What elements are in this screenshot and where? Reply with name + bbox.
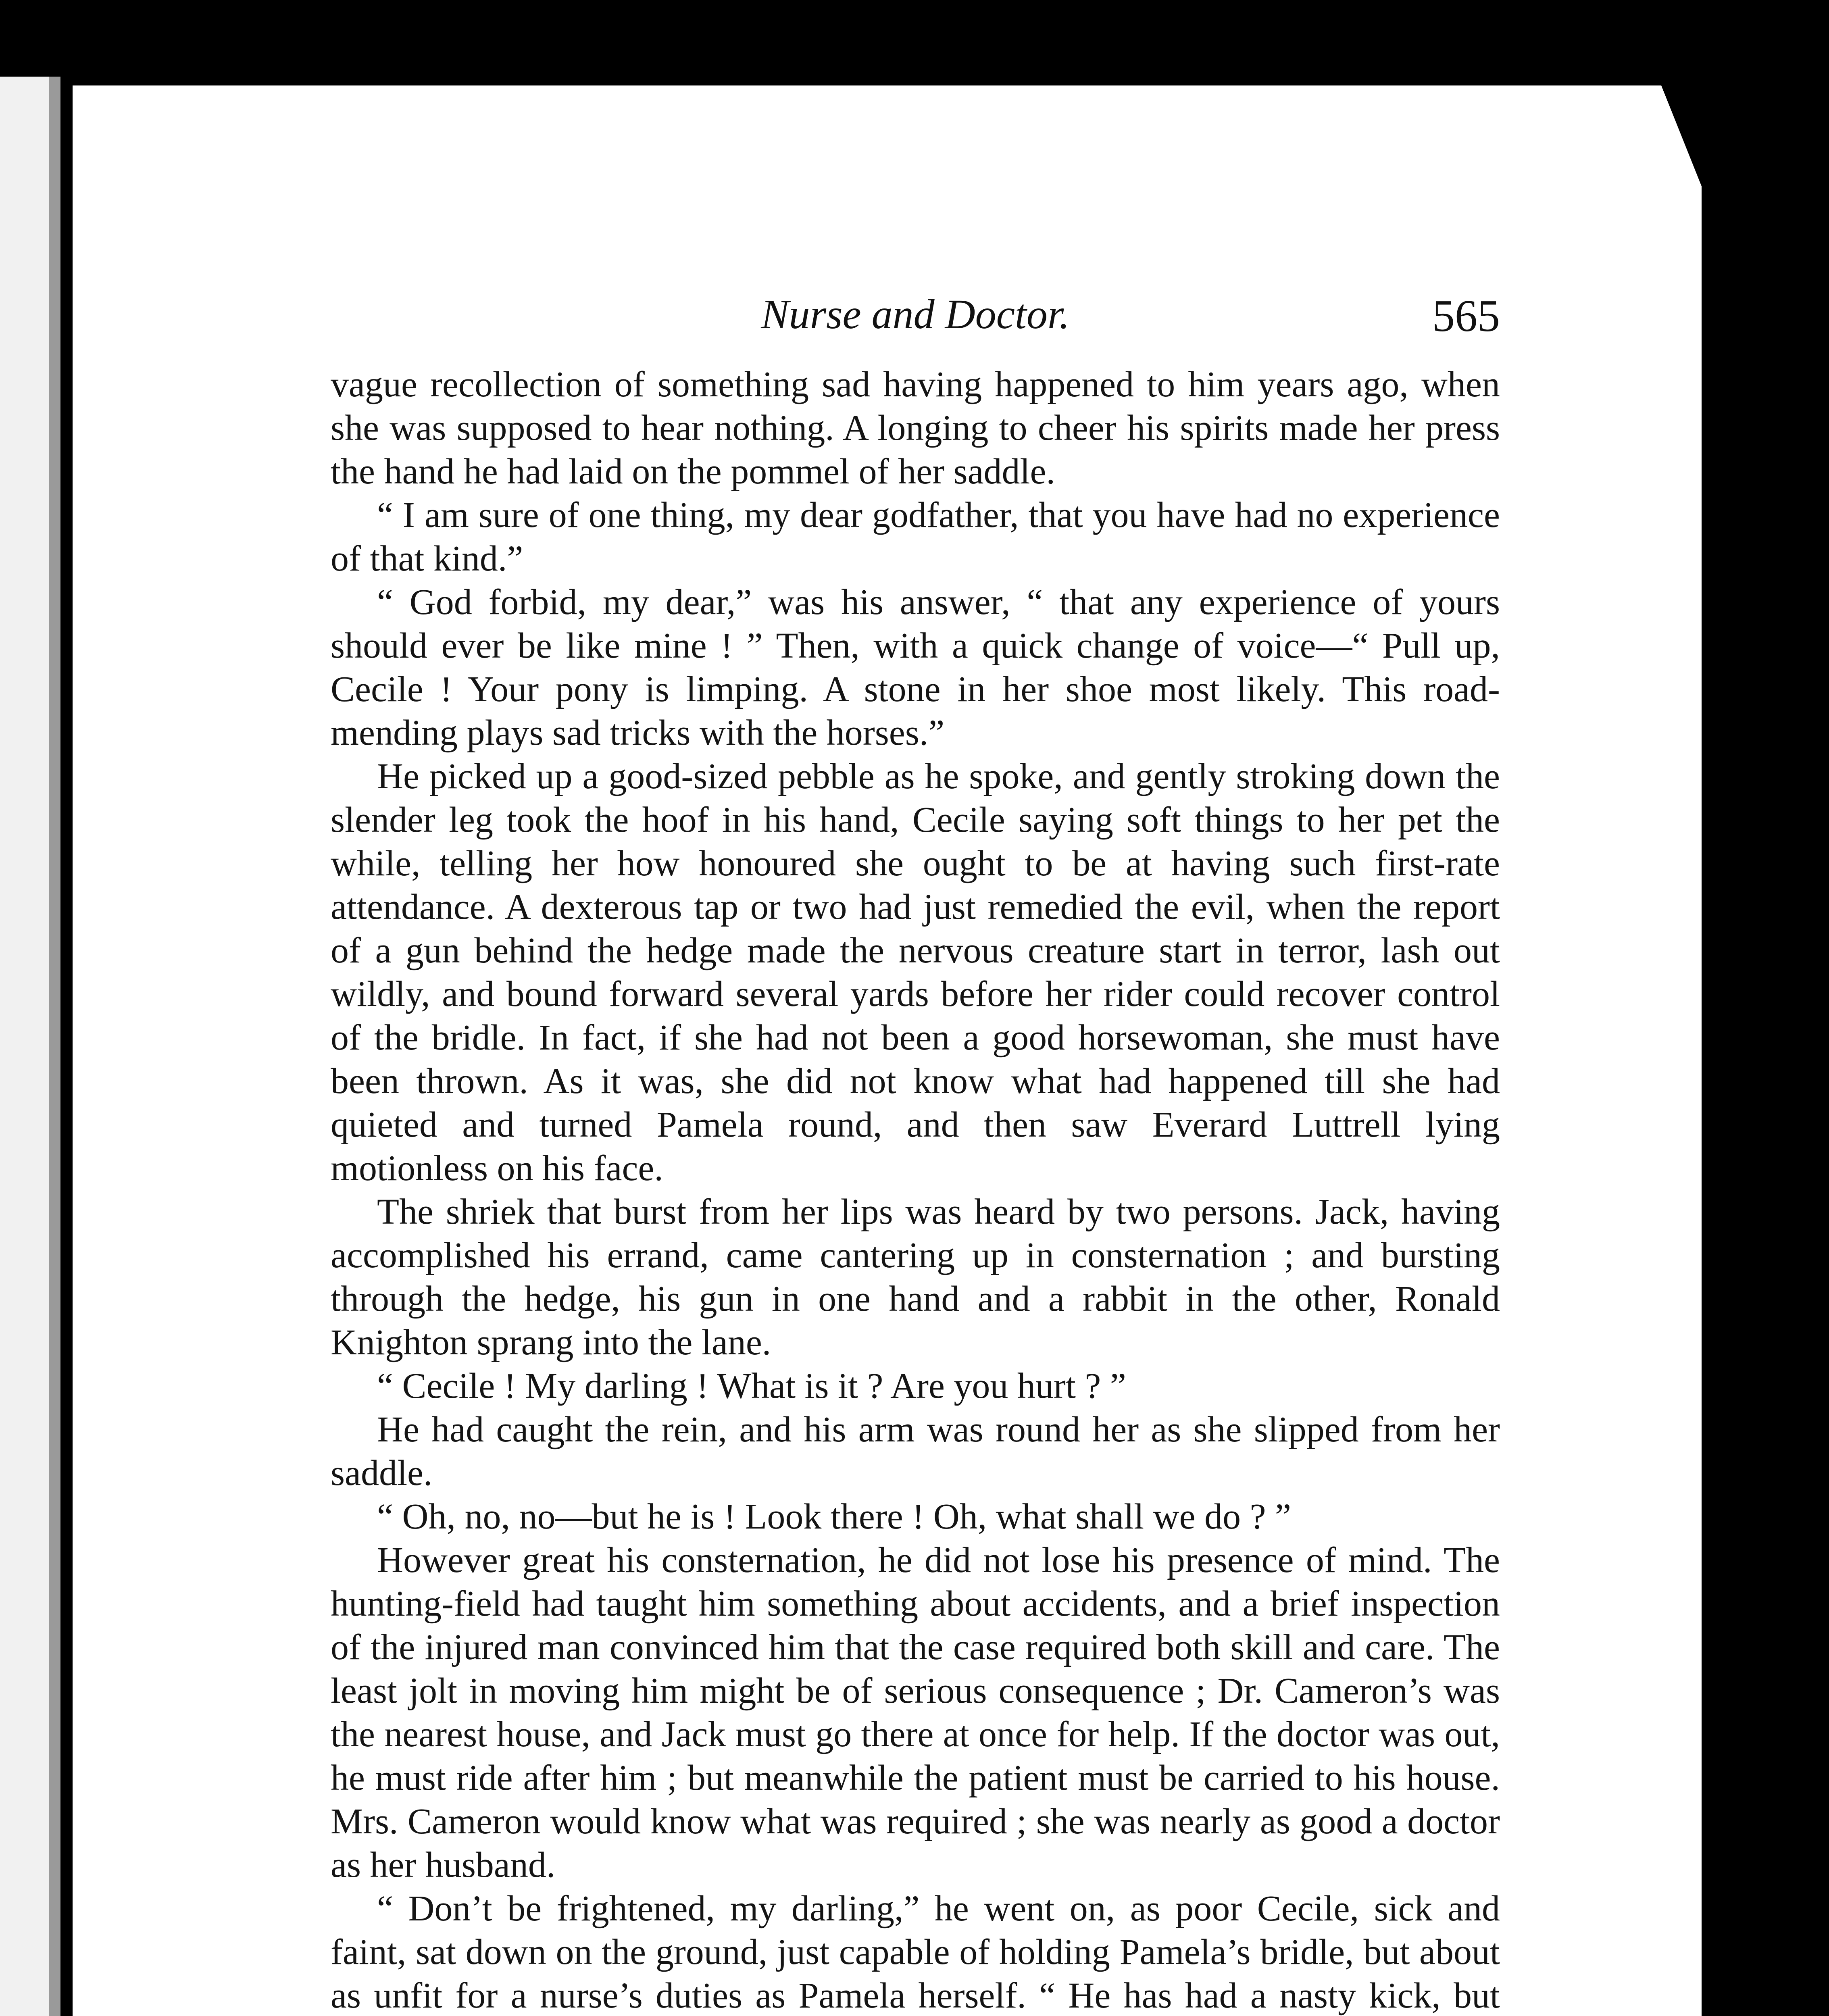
paragraph: The shriek that burst from her lips was heard by two persons. Jack, having accomplished his errand, came cantering up in consternation ; and bursting through the hedge, his gun in one hand and a rabbit in the other, Ronald Knighton sprang into the lane. [331, 1192, 1500, 1362]
body-text [331, 363, 1500, 2016]
facing-page-shadow [49, 77, 60, 2016]
paragraph: “ Cecile ! My darling ! What is it ? Are you hurt ? ” [377, 1366, 1126, 1406]
paragraph: However great his consternation, he did not lose his presence of mind. The hunting-field had taught him something about accidents, and a brief inspection of the injured man convinced him that the case required both skill and care. The least jolt in moving him might be of serious consequence ; Dr. Cameron’s was the nearest house, and Jack must go there at once for help. If the doctor was out, he must ride after him ; but meanwhile the patient must be carried to his house. Mrs. Cameron would know what was required ; she was nearly as good a doctor as her husband. [331, 1540, 1500, 1885]
paragraph: vague recollection of something sad having happened to him years ago, when she was supposed to hear nothing. A longing to cheer his spirits made her press the hand he had laid on the pommel of her saddle. [331, 364, 1500, 492]
page-number: 565 [1432, 291, 1500, 341]
running-head [331, 290, 1500, 339]
paragraph: “ Oh, no, no—but he is ! Look there ! Oh, what shall we do ? ” [377, 1497, 1291, 1537]
paragraph: “ I am sure of one thing, my dear godfather, that you have had no experience of that kind.” [331, 495, 1500, 579]
page-corner-fold [1661, 85, 1710, 206]
paragraph: “ God forbid, my dear,” was his answer, “ that any experience of yours should ever be like mine ! ” Then, with a quick change of voice—“ Pull up, Cecile ! Your pony is limping. A stone in her shoe most likely. This road-mending plays sad tricks with the horses.” [331, 582, 1500, 753]
paragraph: He picked up a good-sized pebble as he spoke, and gently stroking down the slender leg took the hoof in his hand, Cecile saying soft things to her pet the while, telling her how honoured she ought to be at having such first-rate attendance. A dexterous tap or two had just remedied the evil, when the report of a gun behind the hedge made the nervous creature start in terror, lash out wildly, and bound forward several yards before her rider could recover control of the bridle. In fact, if she had not been a good horsewoman, she must have been thrown. As it was, she did not know what had happened till she had quieted and turned Pamela round, and then saw Everard Luttrell lying motionless on his face. [331, 756, 1500, 1188]
facing-page-edge [0, 77, 60, 2016]
paragraph: “ Don’t be frightened, my darling,” he went on, as poor Cecile, sick and faint, sat down on the ground, just capable of holding Pamela’s bridle, but about as unfit for a nurse’s duties as Pamela herself. “ He has had a nasty kick, but [331, 1889, 1500, 2016]
running-title: Nurse and Doctor. [761, 291, 1070, 337]
paragraph: He had caught the rein, and his arm was round her as she slipped from her saddle. [331, 1410, 1500, 1493]
